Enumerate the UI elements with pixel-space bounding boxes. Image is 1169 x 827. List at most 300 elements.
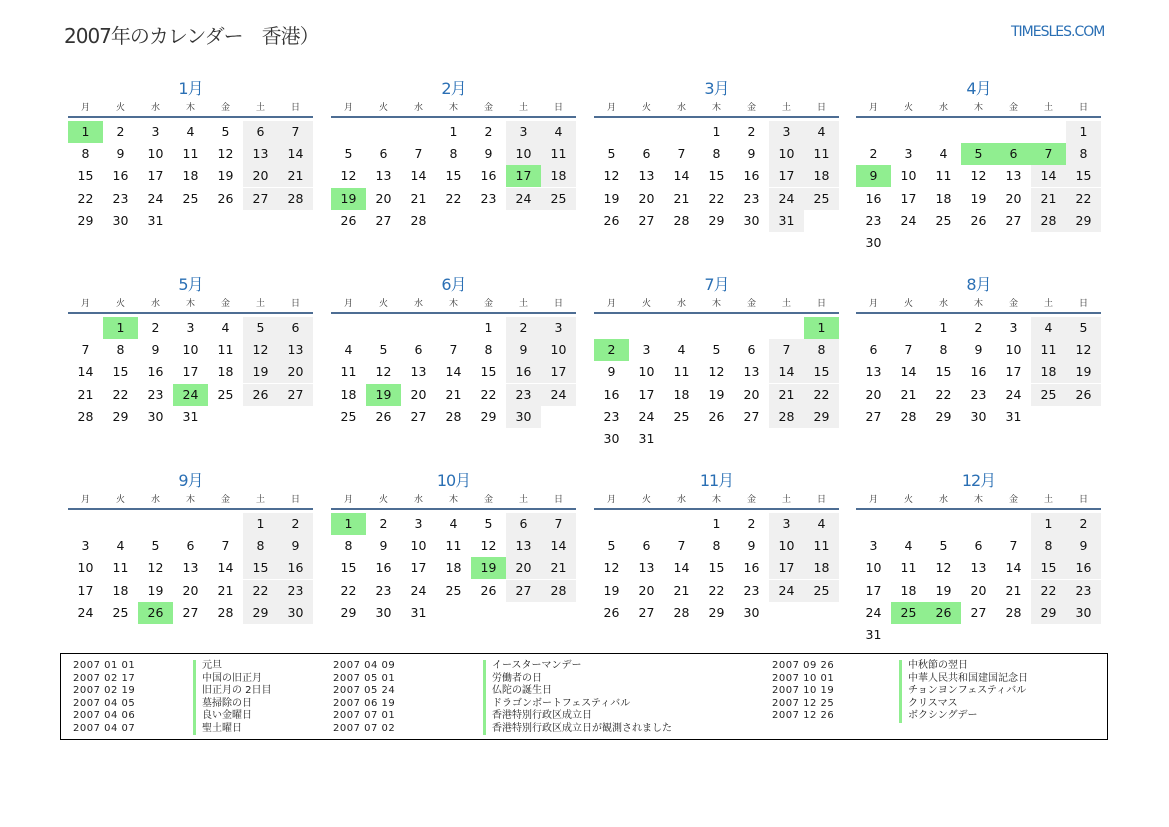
day-cell: 5 <box>1066 317 1101 339</box>
day-cell: 6 <box>642 146 651 162</box>
day-cell: 4 <box>186 124 195 139</box>
day-cell: 28 <box>541 580 576 602</box>
day-cell: 23 <box>970 386 987 402</box>
day-cell: 3 <box>769 513 804 535</box>
day-cell: 10 <box>182 342 199 358</box>
day-cell: 17 <box>1005 364 1022 380</box>
day-cell: 18 <box>804 557 839 579</box>
day-cell: 9 <box>506 339 541 361</box>
header-rule <box>331 312 576 314</box>
weekday-header: 土 <box>781 103 791 113</box>
day-cell: 21 <box>1005 582 1022 598</box>
day-cell: 24 <box>506 188 541 210</box>
day-cell: 9 <box>116 146 125 162</box>
day-cell: 4 <box>449 516 458 531</box>
day-cell: 2 <box>278 513 313 535</box>
day-cell: 6 <box>747 342 756 358</box>
day-cell: 1 <box>1031 513 1066 535</box>
weekday-header: 火 <box>641 103 651 113</box>
day-cell: 13 <box>638 168 655 184</box>
site-logo-text[interactable]: TIMESLES.COM <box>1011 24 1105 40</box>
weekday-header: 日 <box>816 299 826 309</box>
day-cell: 19 <box>217 168 234 184</box>
day-cell: 9 <box>278 535 313 557</box>
weekday-header: 日 <box>816 103 826 113</box>
day-cell: 3 <box>769 121 804 143</box>
day-cell: 18 <box>217 364 234 380</box>
day-cell: 2 <box>1066 513 1101 535</box>
day-cell: 23 <box>603 408 620 424</box>
day-cell: 11 <box>340 364 357 380</box>
holiday-date: 2007 10 19 <box>772 685 835 696</box>
day-cell: 11 <box>217 342 234 358</box>
day-cell: 22 <box>708 582 725 598</box>
day-cell: 12 <box>603 560 620 576</box>
holiday-day-cell: 7 <box>1031 143 1066 165</box>
day-cell: 16 <box>278 557 313 579</box>
day-cell: 22 <box>935 386 952 402</box>
day-cell: 14 <box>1031 165 1066 187</box>
day-cell: 15 <box>112 364 129 380</box>
weekday-header: 月 <box>606 495 616 505</box>
day-cell: 31 <box>182 408 199 424</box>
day-cell: 18 <box>1031 361 1066 383</box>
day-cell: 1 <box>243 513 278 535</box>
day-cell: 22 <box>480 386 497 402</box>
day-cell: 21 <box>77 386 94 402</box>
day-cell: 26 <box>480 582 497 598</box>
day-cell: 20 <box>1005 190 1022 206</box>
day-cell: 29 <box>340 604 357 620</box>
day-cell: 18 <box>445 560 462 576</box>
month-title: 12月 <box>961 471 996 490</box>
day-cell: 27 <box>278 384 313 406</box>
day-cell: 29 <box>112 408 129 424</box>
day-cell: 2 <box>484 124 493 139</box>
day-cell: 5 <box>221 124 230 139</box>
weekday-header: 土 <box>255 495 265 505</box>
month-title: 3月 <box>704 79 729 98</box>
day-cell: 26 <box>375 408 392 424</box>
day-cell: 26 <box>217 190 234 206</box>
day-cell: 22 <box>445 190 462 206</box>
weekday-header: 水 <box>676 495 686 505</box>
day-cell: 25 <box>112 604 129 620</box>
weekday-header: 水 <box>150 299 160 309</box>
weekday-header: 木 <box>711 299 721 309</box>
day-cell: 28 <box>77 408 94 424</box>
day-cell: 2 <box>151 320 160 335</box>
day-cell: 21 <box>673 582 690 598</box>
day-cell: 26 <box>970 212 987 228</box>
day-cell: 4 <box>939 146 948 162</box>
day-cell: 28 <box>445 408 462 424</box>
day-cell: 29 <box>480 408 497 424</box>
day-cell: 9 <box>1066 535 1101 557</box>
weekday-header: 木 <box>448 103 458 113</box>
day-cell: 9 <box>484 146 493 162</box>
weekday-header: 火 <box>115 495 125 505</box>
day-cell: 21 <box>673 190 690 206</box>
day-cell: 30 <box>603 431 620 446</box>
day-cell: 7 <box>541 513 576 535</box>
header-rule <box>594 312 839 314</box>
day-cell: 11 <box>935 168 952 184</box>
day-cell: 11 <box>804 535 839 557</box>
day-cell: 12 <box>340 168 357 184</box>
holiday-day-cell: 26 <box>138 602 173 624</box>
day-cell: 10 <box>506 143 541 165</box>
day-cell: 5 <box>484 516 493 531</box>
day-cell: 21 <box>410 190 427 206</box>
day-cell: 27 <box>375 212 392 228</box>
day-cell: 19 <box>935 582 952 598</box>
day-cell: 28 <box>278 188 313 210</box>
month-title: 9月 <box>178 471 203 490</box>
day-cell: 27 <box>506 580 541 602</box>
month-title: 11月 <box>699 471 734 490</box>
weekday-header: 金 <box>1008 495 1018 505</box>
day-cell: 13 <box>743 364 760 380</box>
day-cell: 2 <box>869 146 878 162</box>
day-cell: 8 <box>344 538 353 554</box>
holiday-date: 2007 04 07 <box>73 722 136 734</box>
day-cell: 9 <box>607 364 616 380</box>
weekday-header: 土 <box>255 299 265 309</box>
day-cell: 21 <box>1031 188 1066 210</box>
day-cell: 7 <box>278 121 313 143</box>
day-cell: 3 <box>541 317 576 339</box>
day-cell: 4 <box>804 121 839 143</box>
weekday-header: 金 <box>1008 103 1018 113</box>
weekday-header: 土 <box>518 299 528 309</box>
day-cell: 4 <box>541 121 576 143</box>
weekday-header: 火 <box>903 103 913 113</box>
day-cell: 4 <box>904 538 913 554</box>
weekday-header: 火 <box>378 299 388 309</box>
day-cell: 25 <box>673 408 690 424</box>
day-cell: 11 <box>445 538 462 554</box>
day-cell: 1 <box>939 320 948 335</box>
day-cell: 21 <box>217 582 234 598</box>
day-cell: 9 <box>379 538 388 554</box>
day-cell: 11 <box>541 143 576 165</box>
holiday-day-cell: 17 <box>506 165 541 187</box>
day-cell: 31 <box>769 210 804 232</box>
day-cell: 3 <box>81 538 90 554</box>
day-cell: 13 <box>410 364 427 380</box>
day-cell: 17 <box>77 582 94 598</box>
weekday-header: 土 <box>1043 299 1053 309</box>
holiday-day-cell: 26 <box>926 602 961 624</box>
weekday-header: 水 <box>413 299 423 309</box>
holiday-name: 中秋節の翌日 <box>899 660 968 673</box>
day-cell: 23 <box>865 212 882 228</box>
weekday-header: 火 <box>903 495 913 505</box>
weekday-header: 金 <box>483 495 493 505</box>
day-cell: 2 <box>747 516 756 531</box>
day-cell: 6 <box>186 538 195 554</box>
month-title: 7月 <box>704 275 729 294</box>
day-cell: 27 <box>410 408 427 424</box>
day-cell: 1 <box>1066 121 1101 143</box>
weekday-header: 日 <box>290 103 300 113</box>
day-cell: 11 <box>673 364 690 380</box>
day-cell: 10 <box>147 146 164 162</box>
day-cell: 12 <box>970 168 987 184</box>
day-cell: 17 <box>900 190 917 206</box>
day-cell: 24 <box>147 190 164 206</box>
holiday-day-cell: 1 <box>804 317 839 339</box>
day-cell: 2 <box>379 516 388 531</box>
day-cell: 5 <box>607 146 616 162</box>
day-cell: 23 <box>147 386 164 402</box>
weekday-header: 日 <box>1078 103 1088 113</box>
holiday-name: 墓掃除の日 <box>193 698 252 711</box>
weekday-header: 金 <box>483 299 493 309</box>
header-rule <box>594 116 839 118</box>
holiday-legend <box>60 653 1108 740</box>
day-cell: 14 <box>900 364 917 380</box>
day-cell: 28 <box>769 406 804 428</box>
day-cell: 25 <box>804 188 839 210</box>
day-cell: 7 <box>414 146 423 162</box>
day-cell: 29 <box>77 212 94 228</box>
weekday-header: 火 <box>641 299 651 309</box>
weekday-header: 火 <box>115 299 125 309</box>
day-cell: 29 <box>243 602 278 624</box>
day-cell: 7 <box>904 342 913 358</box>
day-cell: 3 <box>414 516 423 531</box>
weekday-header: 水 <box>938 103 948 113</box>
holiday-date: 2007 07 02 <box>333 722 396 734</box>
header-rule <box>68 508 313 510</box>
day-cell: 21 <box>541 557 576 579</box>
weekday-header: 水 <box>150 495 160 505</box>
day-cell: 25 <box>445 582 462 598</box>
day-cell: 14 <box>77 364 94 380</box>
day-cell: 30 <box>506 406 541 428</box>
day-cell: 22 <box>1066 188 1101 210</box>
day-cell: 9 <box>974 342 983 358</box>
holiday-name: 聖土曜日 <box>193 723 242 736</box>
holiday-name: イースターマンデー <box>483 660 582 673</box>
day-cell: 24 <box>769 188 804 210</box>
day-cell: 30 <box>743 604 760 620</box>
day-cell: 27 <box>865 408 882 424</box>
weekday-header: 土 <box>1043 103 1053 113</box>
day-cell: 30 <box>112 212 129 228</box>
holiday-day-cell: 19 <box>471 557 506 579</box>
day-cell: 28 <box>1031 210 1066 232</box>
day-cell: 17 <box>769 557 804 579</box>
day-cell: 10 <box>769 535 804 557</box>
day-cell: 5 <box>712 342 721 358</box>
day-cell: 27 <box>638 604 655 620</box>
weekday-header: 日 <box>816 495 826 505</box>
holiday-date: 2007 05 01 <box>333 672 396 684</box>
day-cell: 22 <box>804 384 839 406</box>
month-title: 6月 <box>441 275 466 294</box>
day-cell: 4 <box>116 538 125 554</box>
day-cell: 6 <box>974 538 983 554</box>
day-cell: 17 <box>769 165 804 187</box>
day-cell: 23 <box>278 580 313 602</box>
day-cell: 19 <box>603 190 620 206</box>
day-cell: 18 <box>541 165 576 187</box>
day-cell: 20 <box>638 582 655 598</box>
weekday-header: 木 <box>711 103 721 113</box>
day-cell: 10 <box>638 364 655 380</box>
day-cell: 16 <box>112 168 129 184</box>
day-cell: 3 <box>151 124 160 139</box>
day-cell: 17 <box>182 364 199 380</box>
day-cell: 25 <box>935 212 952 228</box>
day-cell: 10 <box>900 168 917 184</box>
day-cell: 6 <box>243 121 278 143</box>
month-title: 8月 <box>966 275 991 294</box>
day-cell: 24 <box>541 384 576 406</box>
day-cell: 8 <box>939 342 948 358</box>
page-title: 2007年のカレンダー 香港） <box>64 24 319 48</box>
day-cell: 26 <box>1066 384 1101 406</box>
holiday-name: 香港特別行政区成立日が観測されました <box>483 723 672 736</box>
day-cell: 23 <box>1066 580 1101 602</box>
day-cell: 28 <box>410 212 427 228</box>
holiday-name: ボクシングデー <box>899 710 978 723</box>
day-cell: 11 <box>900 560 917 576</box>
day-cell: 29 <box>708 212 725 228</box>
day-cell: 24 <box>410 582 427 598</box>
weekday-header: 火 <box>378 103 388 113</box>
day-cell: 30 <box>375 604 392 620</box>
day-cell: 27 <box>243 188 278 210</box>
day-cell: 14 <box>673 168 690 184</box>
day-cell: 8 <box>1066 143 1101 165</box>
day-cell: 14 <box>673 560 690 576</box>
day-cell: 2 <box>506 317 541 339</box>
day-cell: 20 <box>506 557 541 579</box>
day-cell: 24 <box>1005 386 1022 402</box>
day-cell: 16 <box>603 386 620 402</box>
weekday-header: 日 <box>1078 299 1088 309</box>
day-cell: 8 <box>484 342 493 358</box>
day-cell: 2 <box>974 320 983 335</box>
day-cell: 20 <box>638 190 655 206</box>
weekday-header: 土 <box>781 299 791 309</box>
day-cell: 30 <box>970 408 987 424</box>
weekday-header: 木 <box>973 299 983 309</box>
holiday-day-cell: 25 <box>891 602 926 624</box>
holiday-date: 2007 01 01 <box>73 660 136 671</box>
weekday-header: 金 <box>220 299 230 309</box>
day-cell: 29 <box>708 604 725 620</box>
day-cell: 6 <box>869 342 878 358</box>
holiday-day-cell: 19 <box>366 384 401 406</box>
day-cell: 21 <box>900 386 917 402</box>
day-cell: 11 <box>804 143 839 165</box>
day-cell: 30 <box>865 235 882 250</box>
day-cell: 27 <box>182 604 199 620</box>
holiday-day-cell: 1 <box>103 317 138 339</box>
day-cell: 30 <box>278 602 313 624</box>
day-cell: 11 <box>1031 339 1066 361</box>
weekday-header: 土 <box>518 495 528 505</box>
day-cell: 5 <box>151 538 160 554</box>
day-cell: 23 <box>480 190 497 206</box>
weekday-header: 木 <box>185 103 195 113</box>
holiday-name: 元旦 <box>193 660 222 673</box>
day-cell: 12 <box>243 339 278 361</box>
day-cell: 10 <box>410 538 427 554</box>
day-cell: 15 <box>1031 557 1066 579</box>
day-cell: 6 <box>379 146 388 162</box>
day-cell: 5 <box>379 342 388 358</box>
day-cell: 22 <box>77 190 94 206</box>
holiday-day-cell: 2 <box>594 339 629 361</box>
weekday-header: 月 <box>80 103 90 113</box>
day-cell: 11 <box>182 146 199 162</box>
holiday-date: 2007 04 05 <box>73 697 136 709</box>
holiday-name: 旧正月の 2日目 <box>193 685 272 698</box>
day-cell: 28 <box>900 408 917 424</box>
day-cell: 18 <box>935 190 952 206</box>
day-cell: 20 <box>243 165 278 187</box>
weekday-header: 木 <box>448 299 458 309</box>
day-cell: 1 <box>449 124 458 139</box>
day-cell: 6 <box>278 317 313 339</box>
weekday-header: 水 <box>676 103 686 113</box>
day-cell: 29 <box>935 408 952 424</box>
day-cell: 25 <box>1031 384 1066 406</box>
day-cell: 18 <box>804 165 839 187</box>
weekday-header: 木 <box>973 103 983 113</box>
day-cell: 6 <box>506 513 541 535</box>
holiday-name: 香港特別行政区成立日 <box>483 710 592 723</box>
holiday-name: チョンヨンフェスティバル <box>899 685 1026 698</box>
day-cell: 23 <box>506 384 541 406</box>
weekday-header: 金 <box>746 495 756 505</box>
holiday-name: 仏陀の誕生日 <box>483 685 552 698</box>
day-cell: 14 <box>445 364 462 380</box>
weekday-header: 木 <box>973 495 983 505</box>
day-cell: 18 <box>900 582 917 598</box>
day-cell: 31 <box>147 212 164 228</box>
day-cell: 1 <box>484 320 493 335</box>
day-cell: 20 <box>410 386 427 402</box>
day-cell: 20 <box>865 386 882 402</box>
day-cell: 16 <box>1066 557 1101 579</box>
day-cell: 8 <box>243 535 278 557</box>
weekday-header: 月 <box>80 495 90 505</box>
day-cell: 14 <box>410 168 427 184</box>
weekday-header: 月 <box>606 103 616 113</box>
day-cell: 14 <box>1005 560 1022 576</box>
day-cell: 17 <box>147 168 164 184</box>
holiday-day-cell: 5 <box>961 143 996 165</box>
day-cell: 29 <box>804 406 839 428</box>
day-cell: 19 <box>147 582 164 598</box>
day-cell: 28 <box>217 604 234 620</box>
day-cell: 15 <box>340 560 357 576</box>
day-cell: 12 <box>935 560 952 576</box>
day-cell: 15 <box>480 364 497 380</box>
header-rule <box>594 508 839 510</box>
day-cell: 10 <box>1005 342 1022 358</box>
day-cell: 10 <box>541 339 576 361</box>
day-cell: 20 <box>278 361 313 383</box>
holiday-date: 2007 05 24 <box>333 685 396 696</box>
